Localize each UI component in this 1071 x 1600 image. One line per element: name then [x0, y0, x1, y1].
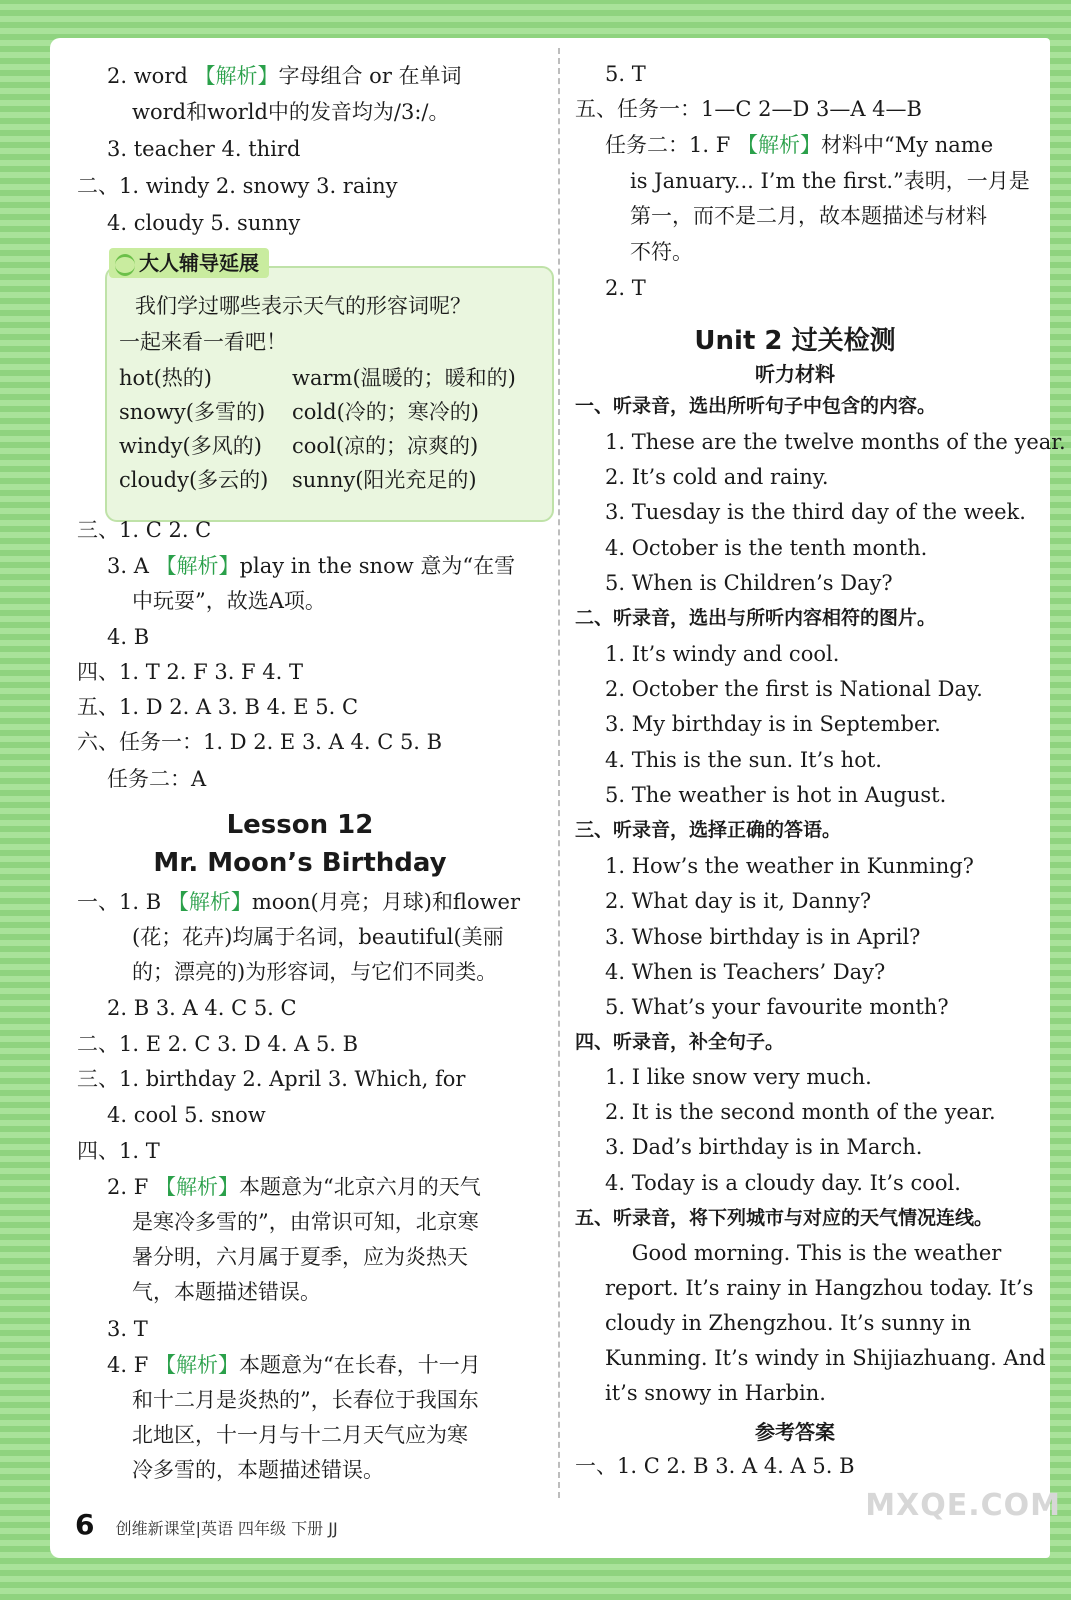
script-line: 1. These are the twelve months of the year.: [605, 430, 1066, 454]
tip-word: cloudy(多云的): [119, 468, 269, 492]
answer-line: 是寒冷多雪的”，由常识可知，北京寒: [132, 1210, 479, 1234]
script-line: 4. When is Teachers’ Day?: [605, 960, 886, 984]
answer-line: 二、1. windy 2. snowy 3. rainy: [77, 174, 398, 198]
tip-word: windy(多风的): [119, 434, 262, 458]
answer-line: is January... I’m the first.”表明，一月是: [630, 169, 1030, 193]
section-heading: 五、听录音，将下列城市与对应的天气情况连线。: [575, 1207, 994, 1229]
answer-line: 3. A 【解析】play in the snow 意为“在雪: [107, 554, 516, 578]
script-line: 3. My birthday is in September.: [605, 712, 941, 736]
wave-icon: [115, 254, 135, 276]
tip-word: sunny(阳光充足的): [292, 468, 477, 492]
answer-line: 2. F 【解析】本题意为“北京六月的天气: [107, 1175, 481, 1199]
script-line: 4. This is the sun. It’s hot.: [605, 748, 882, 772]
answer-line: (花；花卉)均属于名词，beautiful(美丽: [132, 925, 504, 949]
tip-intro: 一起来看一看吧！: [119, 330, 287, 354]
section-heading: 四、听录音，补全句子。: [575, 1031, 785, 1053]
tip-word: hot(热的): [119, 366, 212, 390]
answer-line: 中玩耍”，故选A项。: [132, 589, 326, 613]
answer-line: 4. F 【解析】本题意为“在长春，十一月: [107, 1353, 481, 1377]
lesson-title: Lesson 12: [226, 810, 374, 840]
script-line: 3. Dad’s birthday is in March.: [605, 1135, 923, 1159]
answer-line: 3. teacher 4. third: [107, 137, 301, 161]
answer-line: 五、任务一：1—C 2—D 3—A 4—B: [575, 97, 922, 121]
section-heading: 一、听录音，选出所听句子中包含的内容。: [575, 395, 937, 417]
answer-line: 5. T: [605, 62, 646, 86]
listening-title: 听力材料: [755, 362, 835, 386]
script-line: Good morning. This is the weather: [605, 1241, 1002, 1265]
tip-word: cold(冷的；寒冷的): [292, 400, 479, 424]
answer-line: 任务二：A: [107, 767, 207, 791]
page-footer: [75, 1508, 338, 1541]
tip-intro: 我们学过哪些表示天气的形容词呢？: [135, 294, 471, 318]
script-line: 4. Today is a cloudy day. It’s cool.: [605, 1171, 961, 1195]
column-divider: [558, 48, 560, 1498]
script-line: 1. How’s the weather in Kunming?: [605, 854, 974, 878]
answer-line: 任务二：1. F 【解析】材料中“My name: [605, 133, 994, 157]
unit-title: Unit 2 过关检测: [694, 326, 896, 356]
script-line: it’s snowy in Harbin.: [605, 1381, 826, 1405]
answer-line: 气，本题描述错误。: [132, 1280, 321, 1304]
section-heading: 二、听录音，选出与所听内容相符的图片。: [575, 607, 937, 629]
page: [50, 38, 1066, 1558]
answer-line: 三、1. birthday 2. April 3. Which, for: [77, 1067, 466, 1091]
answer-line: 暑分明，六月属于夏季，应为炎热天: [132, 1245, 468, 1269]
script-line: 1. I like snow very much.: [605, 1065, 872, 1089]
page-number: 6: [75, 1508, 95, 1541]
watermark: MXQE.COM: [865, 1488, 1061, 1523]
script-line: 1. It’s windy and cool.: [605, 642, 840, 666]
script-line: Kunming. It’s windy in Shijiazhuang. And: [605, 1346, 1046, 1370]
script-line: 2. It’s cold and rainy.: [605, 465, 829, 489]
script-line: 4. October is the tenth month.: [605, 536, 928, 560]
answer-line: 2. B 3. A 4. C 5. C: [107, 996, 297, 1020]
answer-line: 3. T: [107, 1317, 148, 1341]
tip-box: [105, 266, 554, 522]
tip-word: snowy(多雪的): [119, 400, 266, 424]
script-line: cloudy in Zhengzhou. It’s sunny in: [605, 1311, 972, 1335]
answer-line: 二、1. E 2. C 3. D 4. A 5. B: [77, 1032, 359, 1056]
script-line: 5. The weather is hot in August.: [605, 783, 947, 807]
answer-line: 2. T: [605, 276, 646, 300]
answer-line: 冷多雪的，本题描述错误。: [132, 1458, 384, 1482]
script-line: 5. When is Children’s Day?: [605, 571, 893, 595]
answer-line: 2. word 【解析】字母组合 or 在单词: [107, 64, 462, 88]
answer-line: 北地区，十一月与十二月天气应为寒: [132, 1423, 468, 1447]
answer-line: 不符。: [630, 240, 693, 264]
tip-box-title: 大人辅导延展: [109, 248, 269, 278]
answer-line: 一、1. C 2. B 3. A 4. A 5. B: [575, 1454, 855, 1478]
script-line: 2. October the first is National Day.: [605, 677, 983, 701]
book-info: 创维新课堂|英语 四年级 下册 JJ: [115, 1519, 338, 1538]
script-line: 3. Whose birthday is in April?: [605, 925, 921, 949]
answer-line: 4. B: [107, 625, 150, 649]
answer-key-title: 参考答案: [755, 1420, 835, 1444]
script-line: 2. What day is it, Danny?: [605, 889, 872, 913]
answer-line: 4. cool 5. snow: [107, 1103, 266, 1127]
answer-line: 和十二月是炎热的”，长春位于我国东: [132, 1388, 479, 1412]
section-heading: 三、听录音，选择正确的答语。: [575, 819, 842, 841]
lesson-subtitle: Mr. Moon’s Birthday: [153, 848, 447, 878]
answer-line: 的；漂亮的)为形容词，与它们不同类。: [132, 960, 498, 984]
answer-line: 4. cloudy 5. sunny: [107, 211, 301, 235]
script-line: 3. Tuesday is the third day of the week.: [605, 500, 1026, 524]
answer-line: 一、1. B 【解析】moon(月亮；月球)和flower: [77, 890, 521, 914]
answer-line: 六、任务一：1. D 2. E 3. A 4. C 5. B: [77, 730, 443, 754]
tip-word: warm(温暖的；暖和的): [292, 366, 516, 390]
answer-line: 五、1. D 2. A 3. B 4. E 5. C: [77, 695, 359, 719]
script-line: 5. What’s your favourite month?: [605, 995, 949, 1019]
answer-line: 三、1. C 2. C: [77, 518, 212, 542]
answer-line: word和world中的发音均为/3:/。: [132, 100, 450, 124]
answer-line: 四、1. T: [77, 1139, 160, 1163]
answer-line: 第一，而不是二月，故本题描述与材料: [630, 204, 987, 228]
answer-line: 四、1. T 2. F 3. F 4. T: [77, 660, 304, 684]
script-line: 2. It is the second month of the year.: [605, 1100, 996, 1124]
tip-word: cool(凉的；凉爽的): [292, 434, 479, 458]
script-line: report. It’s rainy in Hangzhou today. It’s: [605, 1276, 1034, 1300]
